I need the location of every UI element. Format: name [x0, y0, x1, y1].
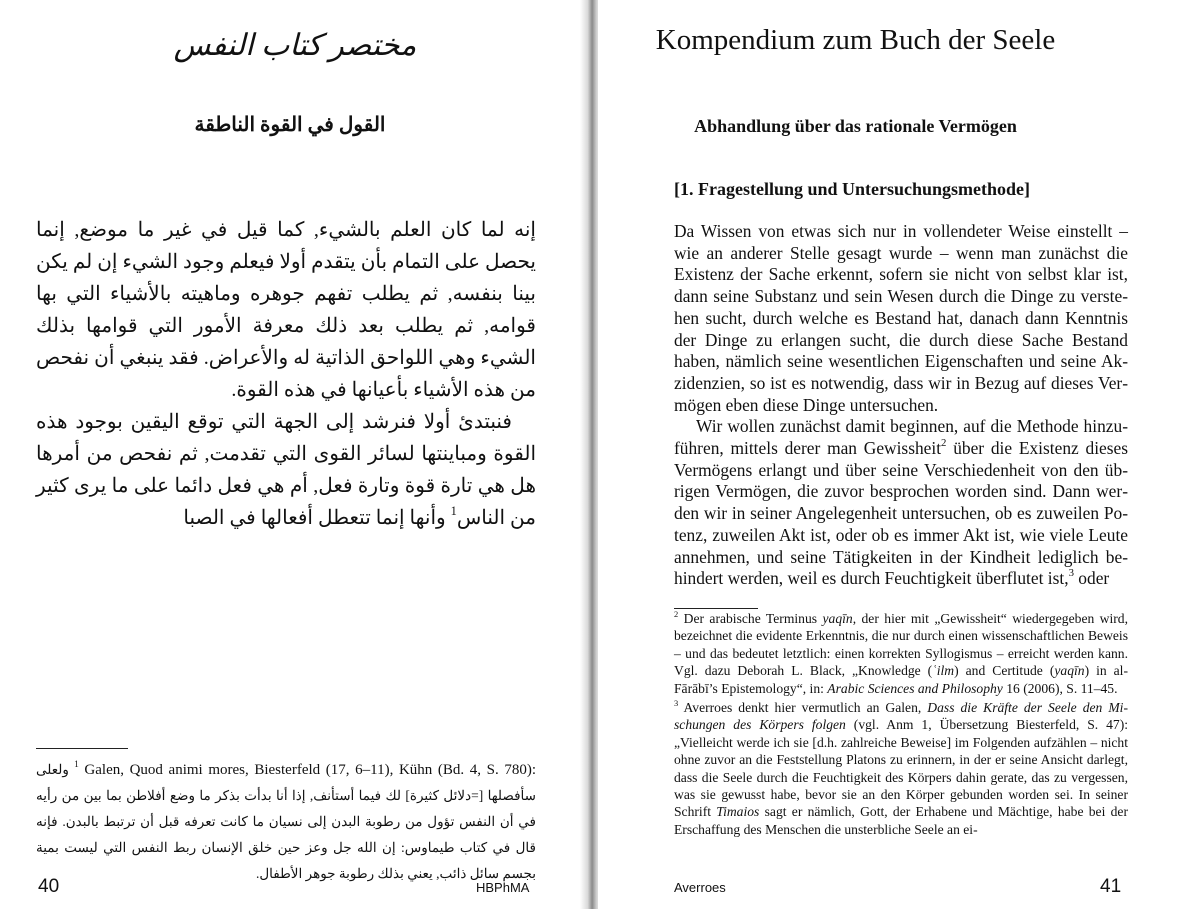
page-number: 40: [38, 876, 60, 897]
footnote-3-text: (vgl. Anm 1, Übersetzung Biesterfeld, S. 47): „Vielleicht werde ich sie [d.h. zahlreiche Beweise] im Folgenden aufzählen – nicht ohne zuvor an die Feststellung Platons zu erinnern, in der er seine Ansicht darlegt, dass die Seele durch die Feuchtigkeit des Körpers dahin gerate, das zu vergessen, was sie gewusst habe, bevor sie an den Körper gebunden worden sei. In seiner Schrift: [674, 717, 1129, 820]
german-paragraph-2-text-c: oder: [1073, 568, 1110, 589]
footnote-1-number: 1: [74, 760, 79, 771]
work-title: Dass die Kräfte der Seele den Mischungen des Körpers folgen: [674, 700, 1128, 733]
german-paragraph-2-text-b: über die Existenz dieses Vermögens erlangt und über seine Verschiedenheit von den übrigen Vermögen, die zuvor besprochen worden sind. Dann werden wir in seiner Angelegenheit untersuchen, ob es zuweilen Potenz, zuweilen Akt ist, oder ob es immer Akt ist, wie viele Leute annehmen, und seine Tätigkeiten in der Kindheit lediglich behindert werden, weil es durch Feuchtigkeit überflutet ist,: [674, 438, 1128, 589]
footnote-mark-1[interactable]: 1: [450, 504, 457, 519]
german-paragraph-2-text-a: Wir wollen zunächst damit beginnen, auf die Methode hinzuführen, mittels derer man Gewissheit: [674, 416, 1128, 459]
arabic-paragraph-2: [36, 406, 536, 534]
footnote-2-text: 16 (2006), S. 11–45.: [1002, 680, 1118, 696]
running-footer: HBPhMA: [476, 880, 530, 895]
footnote-3-text: sagt er nämlich, Gott, der Erhabene und Mächtige, habe bei der Erschaffung des Menschen die unsterbliche Seele an ei-: [674, 804, 1128, 837]
term-yaqin: yaqīn: [1054, 663, 1085, 679]
arabic-book-title: مختصر كتاب النفس: [173, 29, 417, 62]
footnote-2-text: ) in al-Fārābī’s Epistemology“, in:: [674, 663, 1128, 696]
arabic-body-text: [36, 214, 536, 534]
arabic-paragraph-1: إنه لما كان العلم بالشيء, كما قيل في غير ما موضع, إنما يحصل على التمام بأن يتقدم أولا فيعلم وجود الشيء إن لم يكن بينا بنفسه, ثم يطلب تفهم جوهره وماهيته بالأشياء التي بها قوامه, ثم يطلب بعد ذلك معرفة الأمور التي قوامها بذلك الشيء وهي اللواحق الذاتية له والأعراض. فقد ينبغي أن نفحص من هذه الأشياء بأعيانها في هذه القوة.: [36, 219, 536, 401]
german-body-text: [674, 221, 1128, 590]
section-heading: [1. Fragestellung und Untersuchungsmethode]: [674, 179, 1031, 199]
journal-title: Arabic Sciences and Philosophy: [827, 680, 1003, 696]
footnote-divider: [36, 748, 128, 749]
footnote-2-text: ) and Certitude (: [954, 663, 1055, 679]
term-yaqin: yaqīn: [822, 611, 853, 626]
term-ilm: ʿilm: [932, 663, 955, 679]
footnote-2-text: , der hier mit „Gewissheit“ wiedergegeben wird, bezeichnet die evidente Erkenntnis, die nur durch einen wissenschaftlichen Beweis – und das bedeutet letztlich: einen korrekten Syllogismus – erreicht werden kann. Vgl. dazu Deborah L. Black, „Knowledge (: [674, 611, 1128, 679]
footnote-divider: [674, 608, 758, 609]
footnote-1: [36, 757, 536, 887]
work-title: Timaios: [716, 804, 760, 820]
page-number: 41: [1100, 876, 1122, 897]
german-paragraph-2: [674, 416, 1128, 590]
footnote-1-reference: [74, 762, 536, 778]
footnote-2: [674, 610, 1128, 697]
footnote-3-text: Averroes denkt hier vermutlich an Galen,: [678, 700, 928, 716]
left-page: [0, 0, 585, 909]
footnote-2-text: Der arabische Terminus: [678, 611, 823, 626]
footnote-3-number: 3: [674, 697, 679, 708]
german-book-title: Kompendium zum Buch der Seele: [655, 24, 1056, 56]
footnotes: [674, 610, 1128, 838]
running-footer: Averroes: [674, 880, 726, 895]
footnote-1-arabic-quote: ولعلى سأفصلها [=دلائل كثيرة] لك فيما أستأنف, إذا أنا بدأت بذكر ما وضع أفلاطن بما بين من رأيه في أن النفس تؤول من رطوبة البدن إلى نسيان ما كانت تعرفه قبل أن ترتبط بالبدن. فإنه قال في كتاب طيماوس: إن الله جل وعز حين خلق الإنسان ربط النفس التي ليست بمية بجسم سائل ذائب, يعني بذلك رطوبة جوهر الأطفال.: [36, 762, 536, 881]
footnote-3: [674, 699, 1128, 838]
footnote-2-number: 2: [674, 608, 679, 619]
german-chapter-heading: Abhandlung über das rationale Vermögen: [694, 116, 1017, 136]
footnote-1-citation: Galen, Quod animi mores, Biesterfeld (17, 6–11), Kühn (Bd. 4, S. 780):: [84, 762, 537, 778]
german-paragraph-1: Da Wissen von etwas sich nur in vollendeter Weise einstellt – wie an anderer Stelle gesagt wurde – wenn man zunächst die Existenz der Sache erkennt, sofern sie nicht von selbst klar ist, dann seine Substanz und sein Wesen durch die Dinge zu verstehen sucht, durch welche es Bestand hat, danach dann Kenntnis der Dinge zu erlangen sucht, die durch diese Sache Bestand haben, nämlich seine wesentlichen Eigenschaften und seine Akzidenzien, so ist es notwendig, dass wir in Bezug auf dieses Vermögen eben diese Dinge untersuchen.: [674, 221, 1128, 415]
arabic-paragraph-2-end: وأنها إنما تتعطل أفعالها في الصبا: [183, 507, 446, 529]
footnote-mark-3[interactable]: 3: [1068, 567, 1074, 580]
arabic-chapter-heading: القول في القوة الناطقة: [194, 114, 386, 136]
footnote-mark-2[interactable]: 2: [941, 437, 947, 450]
arabic-paragraph-2-text: فنبتدئ أولا فنرشد إلى الجهة التي توقع اليقين بوجود هذه القوة ومباينتها لسائر القوى التي تقدمت, ثم نفحص من أمرها هل هي تارة قوة وتارة فعل, أم هي فعل دائما على ما يرى كثير من الناس: [36, 411, 536, 529]
right-page: [598, 0, 1193, 909]
